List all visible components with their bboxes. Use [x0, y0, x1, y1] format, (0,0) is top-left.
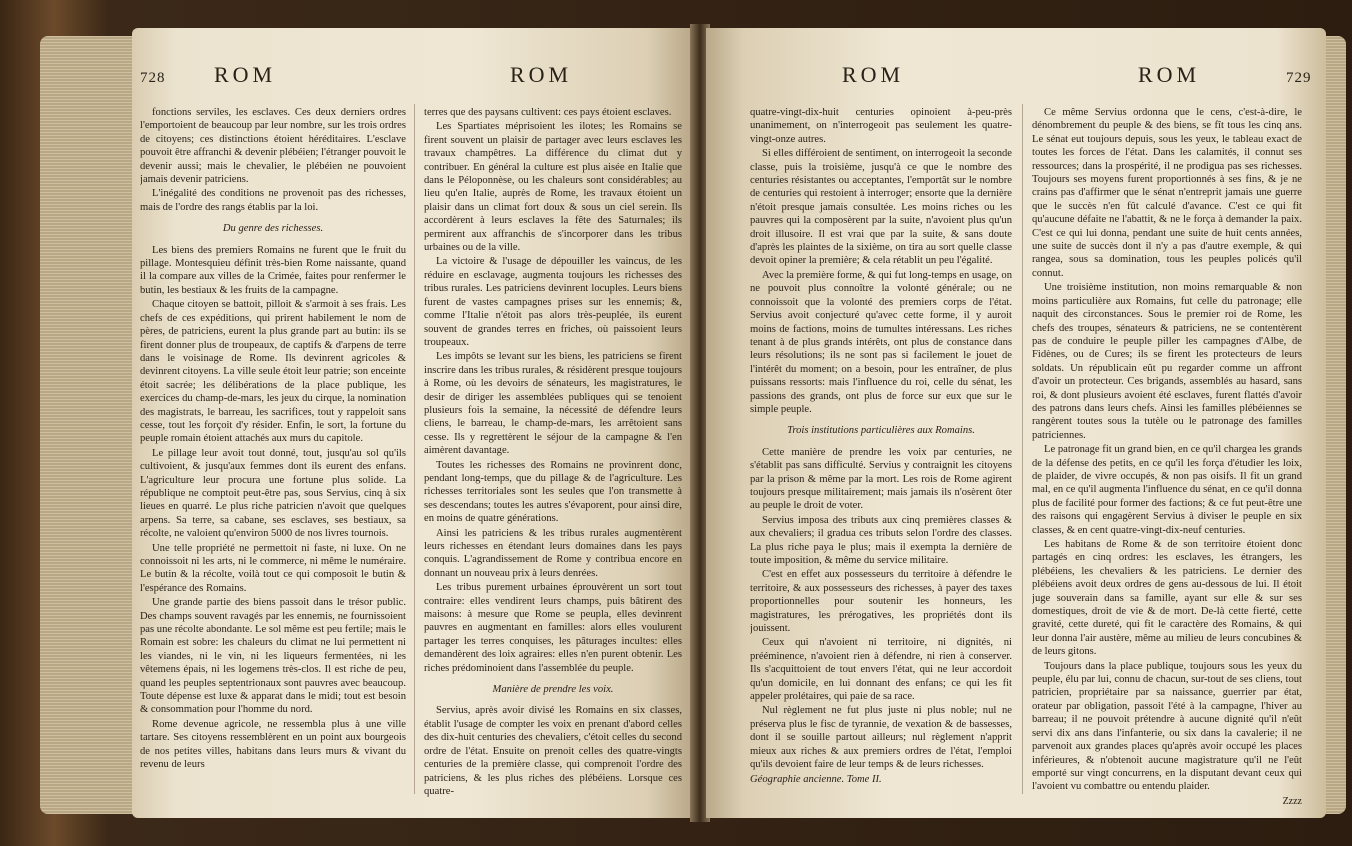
right-page-edges — [1324, 36, 1346, 814]
paragraph: La victoire & l'usage de dépouiller les vaincus, de les réduire en esclavage, augmenta toujours les richesses des tribus rurales. Les patriciens devinrent locuples. Leurs biens furent de vastes campagnes prises sur les ennemis; &, comme l'Italie n'étoit pas alors très-peuplée, ils eurent souvent de grandes terres en friches, où paissoient leurs troupeaux. — [424, 256, 682, 348]
paragraph: Servius imposa des tributs aux cinq premières classes & aux chevaliers; il gradua ces tributs selon l'ordre des classes. La plus riche paya le plus; mais il exempta la dernière de toute imposition, & même du service militaire. — [750, 514, 1012, 566]
paragraph: Les impôts se levant sur les biens, les patriciens se firent inscrire dans les tribus rurales, & résidèrent presque toujours à Rome, où les devoirs de sénateurs, les magistratures, le desir de diriger les assemblées publiques qui se tenoient plusieurs fois la semaine, la nécessité de défendre leurs cliens, le barreau, le champ-de-mars, les arrêtoient sans cesse. Ils y regrettèrent le séjour de la campagne & l'en aimèrent davantage. — [424, 351, 682, 457]
paragraph: Une telle propriété ne permettoit ni faste, ni luxe. On ne connoissoit ni les arts, ni le commerce, ni même le numéraire. Le butin & la récolte, voilà tout ce qui composoit le butin & l'espérance des Romains. — [140, 542, 406, 594]
paragraph: Les biens des premiers Romains ne furent que le fruit du pillage. Montesquieu définit très-bien Rome naissante, quand il la compare aux villes de la Crimée, faites pour renfermer le butin, les bestiaux & les fruits de la campagne. — [140, 244, 406, 296]
paragraph: Les habitans de Rome & de son territoire étoient donc partagés en cinq ordres: les esclaves, les étrangers, les plébéiens, les chevaliers & les patriciens. Le dernier des plébéiens avoit deux ordres de gens au-dessous de lui. Il étoit juge souverain dans sa famille, ayant sur elle & sur ses domestiques, droit de vie & de mort. De-là cette fierté, cette gravité, cette dureté, qui fit le caractère des Romains, & qui leur donna l'air austère, même au milieu de leurs concubines & de leurs gitons. — [1032, 539, 1302, 658]
paragraph: Rome devenue agricole, ne ressembla plus à une ville tartare. Ses citoyens ressemblèrent en un point aux bourgeois de nos petites villes, habitans dans leurs murs & vivant du revenu de leurs — [140, 718, 406, 771]
header-left-col1: ROM — [214, 62, 277, 87]
paragraph: terres que des paysans cultivent: ces pays étoient esclaves. — [424, 107, 672, 118]
section-heading: Du genre des richesses. — [222, 223, 324, 235]
right-page — [706, 28, 1326, 818]
paragraph: Si elles différoient de sentiment, on interrogeoit la seconde classe, puis la troisième, jusqu'à ce que le nombre des centuries résistantes ou acceptantes, l'emportât sur le nombre de centuries qui restoient à interroger; ensorte que la dernière n'étoit presque jamais consultée. Les moins riches ou les pauvres qui la composèrent par la suite, n'avoient plus qu'un droit illusoire. Il est vrai que par la suite, & sans doute d'après les plaintes de la sixième, on tira au sort quelle classe devoit opiner la première; & cela rétablit un peu l'égalité. — [750, 148, 1012, 267]
paragraph: Ceux qui n'avoient ni territoire, ni dignités, ni prééminence, n'avoient rien à défendre, ni rien à conserver. Ils s'acquittoient de tout envers l'état, qui ne leur accordoit qu'un domicile, en lui donnant des enfans; ce qui les fit appeler prolétaires, qui paie de sa race. — [750, 637, 1012, 703]
section-heading: Trois institutions particulières aux Romains. — [787, 425, 975, 437]
paragraph: Le patronage fit un grand bien, en ce qu'il chargea les grands de la défense des petits, en ce qu'il les força d'étudier les loix, de plaider, de vivre occupés, & non pas oisifs. Il fit un grand mal, en ce qu'il augmenta l'influence du sénat, en ce qu'il donna plus de facilité pour former des factions; & ce fut peut-être une des raisons qui engagèrent Servius à diviser le peuple en six classes, & en cent quatre-vingt-dix-neuf centuries. — [1032, 444, 1302, 536]
right-page-column-1 — [750, 106, 1012, 806]
section-heading: Manière de prendre les voix. — [492, 684, 614, 696]
column-rule — [414, 104, 415, 794]
right-page-column-2 — [1032, 106, 1302, 806]
paragraph: Chaque citoyen se battoit, pilloit & s'armoit à ses frais. Les chefs de ces expéditions, qui prirent habilement le nom de pères, de patriciens, eurent la plus grande part au butin: ils se firent donner plus de troupeaux, de captifs & d'arpens de terre dans le voisinage de Rome. Ils devinrent agricoles & devinrent citoyens. La ville seule étoit leur patrie; son enceinte étoit sacrée; les délibérations de la place publique, les exercices du champ-de-mars, les jeux du cirque, la nomination des magistrats, le barreau, les sacrifices, tout y rappeloit sans cesse, tout les forçoit d'y résider. Enfin, le sort, la fortune du peuple romain étoient attachés aux murs du capitole. — [140, 299, 406, 445]
signature-line: Géographie ancienne. Tome II. — [750, 773, 882, 785]
header-left-col2: ROM — [510, 62, 573, 87]
paragraph: C'est en effet aux possesseurs du territoire à défendre le territoire, & aux possesseurs des richesses, à payer des taxes proportionnelles pour soutenir les honneurs, les magistratures, les prérogatives, les propriétés dont ils jouissent. — [750, 569, 1012, 635]
page-number-left: 728 — [140, 70, 166, 86]
paragraph: Une grande partie des biens passoit dans le trésor public. Des champs souvent ravagés par les ennemis, ne fournissoient pas une récolte abondante. Le sol même est peu fertile; mais le Romain est sobre: les chaleurs du climat ne lui permettent ni les viandes, ni le vin, ni les liqueurs fermentées, ni les vêtemens épais, ni les logemens très-clos. Il est riche de peu, quand les peuples septentrionaux sont pauvres avec beaucoup. Toute dépense est luxe & apparat dans le midi; tout est besoin & consommation pour l'homme du nord. — [140, 597, 406, 716]
paragraph: L'inégalité des conditions ne provenoit pas des richesses, mais de l'ordre des rangs établis par la loi. — [140, 188, 406, 213]
paragraph: Toutes les richesses des Romains ne provinrent donc, pendant long-temps, que du pillage & de l'agriculture. Les richesses territoriales sont les seules que l'on transmette à ses descendans; toutes les autres s'évaporent, pour ainsi dire, en moins de quatre générations. — [424, 459, 682, 525]
paragraph: Les Spartiates méprisoient les ilotes; les Romains se firent souvent un plaisir de partager avec leurs esclaves les travaux champêtres. La différence du climat dut y contribuer. En général la culture est plus aisée en Italie que dans le Péloponnèse, ou les chaleurs sont considérables; au lieu qu'en Italie, auprès de Rome, les travaux étoient un plaisir dans un climat fort doux & sous un ciel serein. Ils accordèrent à leurs esclaves la fête des Saturnales; ils permirent aux affranchis de s'incorporer dans les tribus urbaines ou de la ville. — [424, 121, 682, 254]
header-right-col1: ROM — [842, 62, 905, 87]
paragraph: Avec la première forme, & qui fut long-temps en usage, on ne pouvoit plus connoître la volonté générale; ou ne connoissoit que la volonté des premiers corps de l'état. Servius avoit conjecturé qu'avec cette forme, il y auroit moins de factions, moins de tumultes intéressans. Les riches tenant à de plus grands intérêts, ont plus de constance dans leurs résolutions; ils ne sont pas si facilement le jouet de l'intérêt du moment; on a besoin, pour les entraîner, de plus puissans ressorts: mais l'influence du roi, celle du sénat, les passions des grands, ont plus de force sur eux que sur le simple peuple. — [750, 269, 1012, 415]
paragraph: Les tribus purement urbaines éprouvèrent un sort tout contraire: elles vendirent leurs champs, puis bâtirent des maisons: à mesure que Rome se peupla, elles devinrent pauvres en augmentant en familles: alors elles voulurent partager les terres conquises, les pâturages incultes: elles demandèrent des loix agraires: elles n'en purent obtenir. Les riches prédominoient dans l'assemblée du peuple. — [424, 582, 682, 674]
header-right-col2: ROM — [1138, 62, 1201, 87]
paragraph: Ce même Servius ordonna que le cens, c'est-à-dire, le dénombrement du peuple & des biens, se fît tous les cinq ans. Le sénat eut toujours depuis, sous les yeux, le tableau exact de toutes les forces de l'état. Dans les calamités, il connut ses ressources; dans la prospérité, il ne prodigua pas ses richesses. Toujours ses moyens furent proportionnés à ses fins, & je ne crains pas d'affirmer que le sénat n'entreprit jamais une guerre que le succès n'en fût calculé d'avance. C'est ce qui fit qu'aucune défaite ne l'abattit, & ne le força à demander la paix. C'est ce qui lui donna, pendant une suite de huit cents années, une suite de succès dont il n'y a pas d'autre exemple, & qui rangea, sous sa domination, tous les peuples policés qu'il connut. — [1032, 107, 1302, 279]
paragraph: Toujours dans la place publique, toujours sous les yeux du peuple, élu par lui, connu de chacun, sur-tout de ses cliens, tout patricien, propriétaire par sa naissance, guerrier par état, orateur par obligation, passoit l'été à la campagne, l'hiver au barreau; il ne pouvoit prétendre à aucune dignité qu'il n'eût servi dix ans dans l'infanterie, ou six dans la cavalerie; il ne parvenoit aux grandes places qu'après avoir occupé les places inférieures, & n'obtenoit aucune magistrature qu'il ne l'eût emporté sur vingt concurrens, en la disputant devant ceux qui l'avoient vu combattre ou entendu plaider. — [1032, 660, 1302, 793]
left-page — [132, 28, 692, 818]
column-rule — [1022, 104, 1023, 794]
paragraph: Le pillage leur avoit tout donné, tout, jusqu'au sol qu'ils cultivoient, & jusqu'aux femmes dont ils eurent des enfans. L'agriculture leur procura une fortune plus solide. La république ne comptoit peut-être pas, sous Servius, cinq à six lieues en quarré. Le plus riche patricien n'avoit que quelques arpens. Sa terre, sa cabane, ses esclaves, ses bestiaux, sa récolte, ne valoient qu'environ 5000 de nos livres tournois. — [140, 447, 406, 540]
paragraph: Nul règlement ne fut plus juste ni plus noble; nul ne préserva plus le fisc de tyrannie, de vexation & de bassesses, dont il se souille partout ailleurs; nul règlement n'apprit mieux aux riches & aux premiers ordres de l'état, l'emploi qu'ils devoient faire de leur temps & de leurs richesses. — [750, 705, 1012, 771]
paragraph: Une troisième institution, non moins remarquable & non moins particulière aux Romains, fut celle du patronage; elle naquit des circonstances. Sous le premier roi de Rome, les chefs des troupes, sénateurs & patriciens, ne se contentèrent pas de conduire le peuple piller les campagnes d'Albe, de Fidènes, ou de Cures; ils se firent les protecteurs de leurs soldats. Un républicain eût pu regarder comme un affront d'avoir un protecteur. Ces brigands, assemblés au hasard, sans roi, & dont plusieurs avoient été esclaves, furent flattés d'avoir des patrons dans leurs chefs. Ainsi les familles plébéiennes se rangèrent toutes sous la tutèle ou le patronage des familles patriciennes. — [1032, 282, 1302, 441]
left-page-column-1 — [140, 106, 406, 806]
paragraph: fonctions serviles, les esclaves. Ces deux derniers ordres l'emportoient de beaucoup par leur nombre, sur les trois ordres de citoyens; ces distinctions étoient héréditaires. L'esclave pouvoit être affranchi & devenir plébéien; l'étranger pouvoit le devenir aussi; mais le chevalier, le plébéien ne pouvoient jamais devenir patriciens. — [140, 107, 406, 186]
page-number-right: 729 — [1286, 70, 1312, 86]
paragraph: quatre-vingt-dix-huit centuries opinoient à-peu-près unanimement, on n'interrogeoit pas seulement les quatre-vingt-onze autres. — [750, 107, 1012, 145]
paragraph: Servius, après avoir divisé les Romains en six classes, établit l'usage de compter les voix en prenant d'abord celles des dix-huit centuries des chevaliers, c'étoit celles du second ordre de l'état. Ensuite on prenoit celles des quatre-vingts centuries de la première classe, qui comprenoit l'ordre des patriciens, & les plus riches des plébéiens. Lorsque ces quatre- — [424, 705, 682, 797]
left-page-column-2 — [424, 106, 682, 806]
signature-mark: Zzzz — [1282, 795, 1302, 806]
paragraph: Cette manière de prendre les voix par centuries, ne s'établit pas sans difficulté. Servius y contraignit les citoyens par la prison & même par la mort. Les rois de Rome agirent toujours presque militairement; mais jamais ils n'osèrent ôter au peuple le droit de voter. — [750, 446, 1012, 512]
left-page-edges — [40, 36, 134, 814]
paragraph: Ainsi les patriciens & les tribus rurales augmentèrent leurs richesses en étendant leurs domaines dans les pays conquis. L'agrandissement de Rome y contribua encore en donnant un nouveau prix à leurs denrées. — [424, 527, 682, 579]
